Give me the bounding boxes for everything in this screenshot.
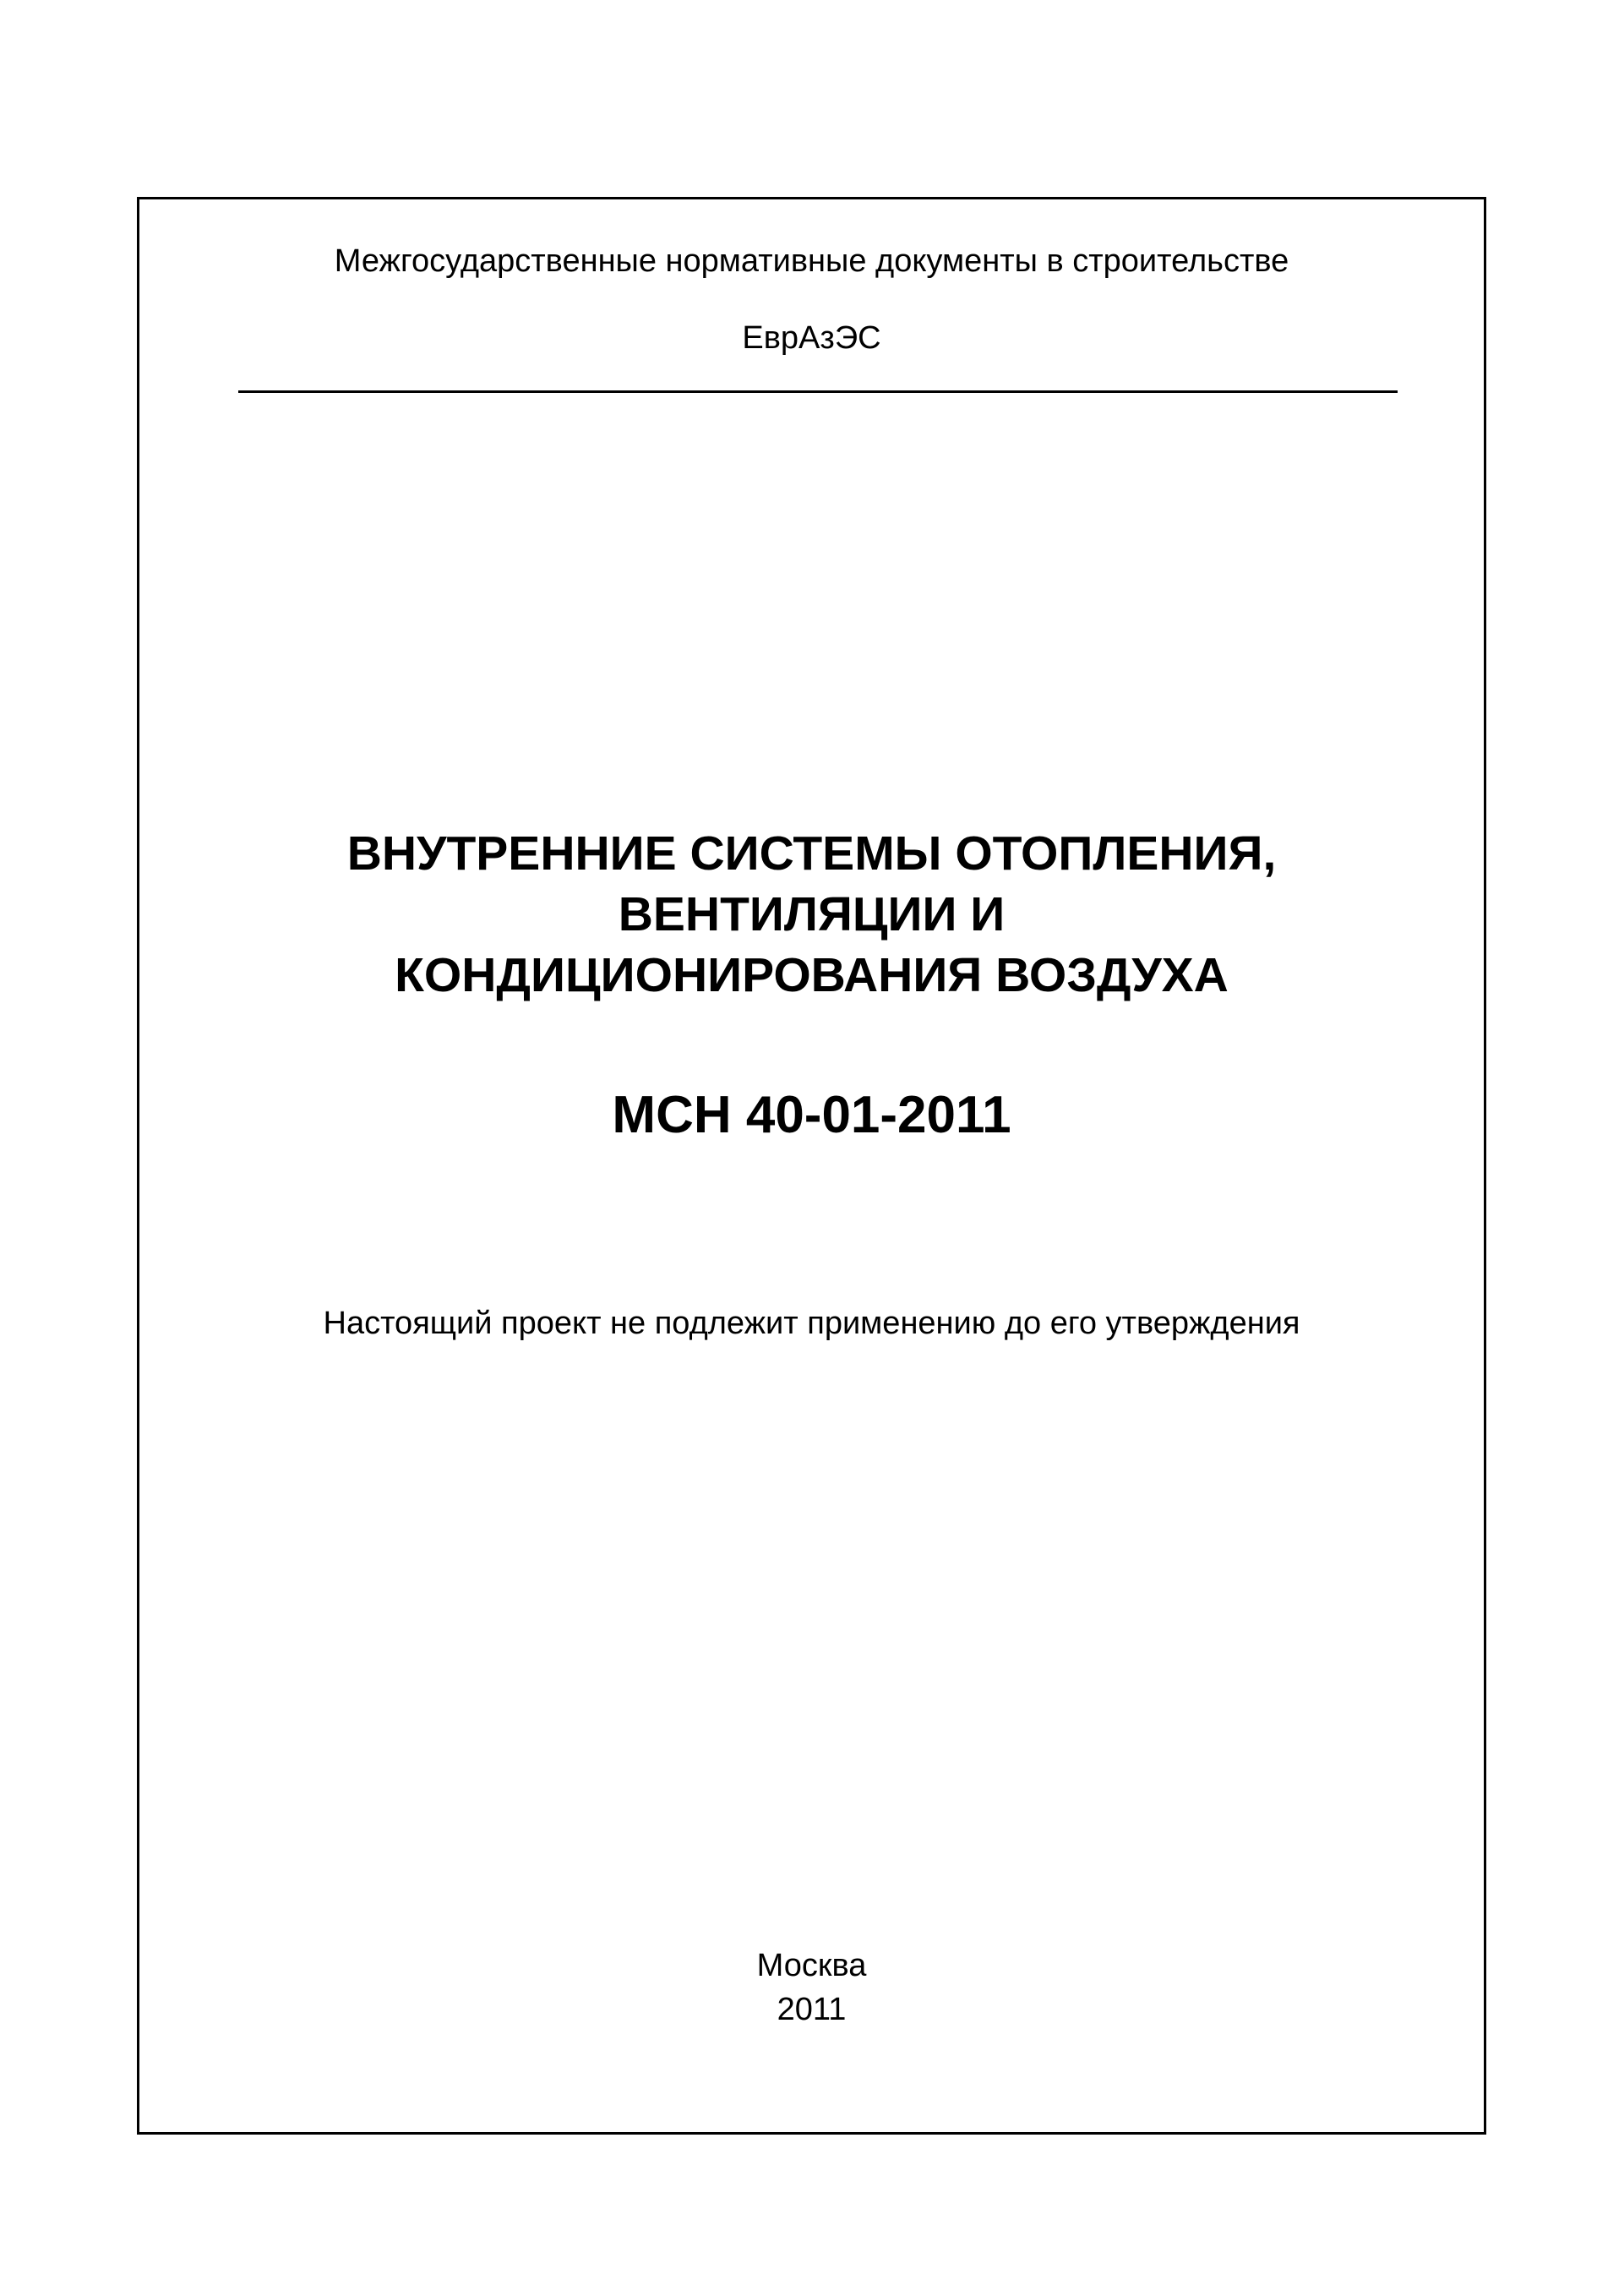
header-divider xyxy=(238,390,1398,393)
draft-notice: Настоящий проект не подлежит применению до его утверждения xyxy=(323,1306,1300,1341)
document-title-line: КОНДИЦИОНИРОВАНИЯ ВОЗДУХА xyxy=(395,948,1229,1002)
publication-year: 2011 xyxy=(777,1992,847,2027)
document-title-line: ВНУТРЕННИЕ СИСТЕМЫ ОТОПЛЕНИЯ, xyxy=(346,826,1277,881)
header-title: Межгосударственные нормативные документы в строительстве xyxy=(334,243,1289,279)
page-frame xyxy=(137,197,1486,2135)
document-code: МСН 40-01-2011 xyxy=(612,1086,1011,1144)
document-title-line: ВЕНТИЛЯЦИИ И xyxy=(618,887,1006,941)
document-title xyxy=(139,823,1484,1006)
header-organization: ЕврАзЭС xyxy=(742,320,881,356)
publication-city: Москва xyxy=(756,1948,867,1983)
